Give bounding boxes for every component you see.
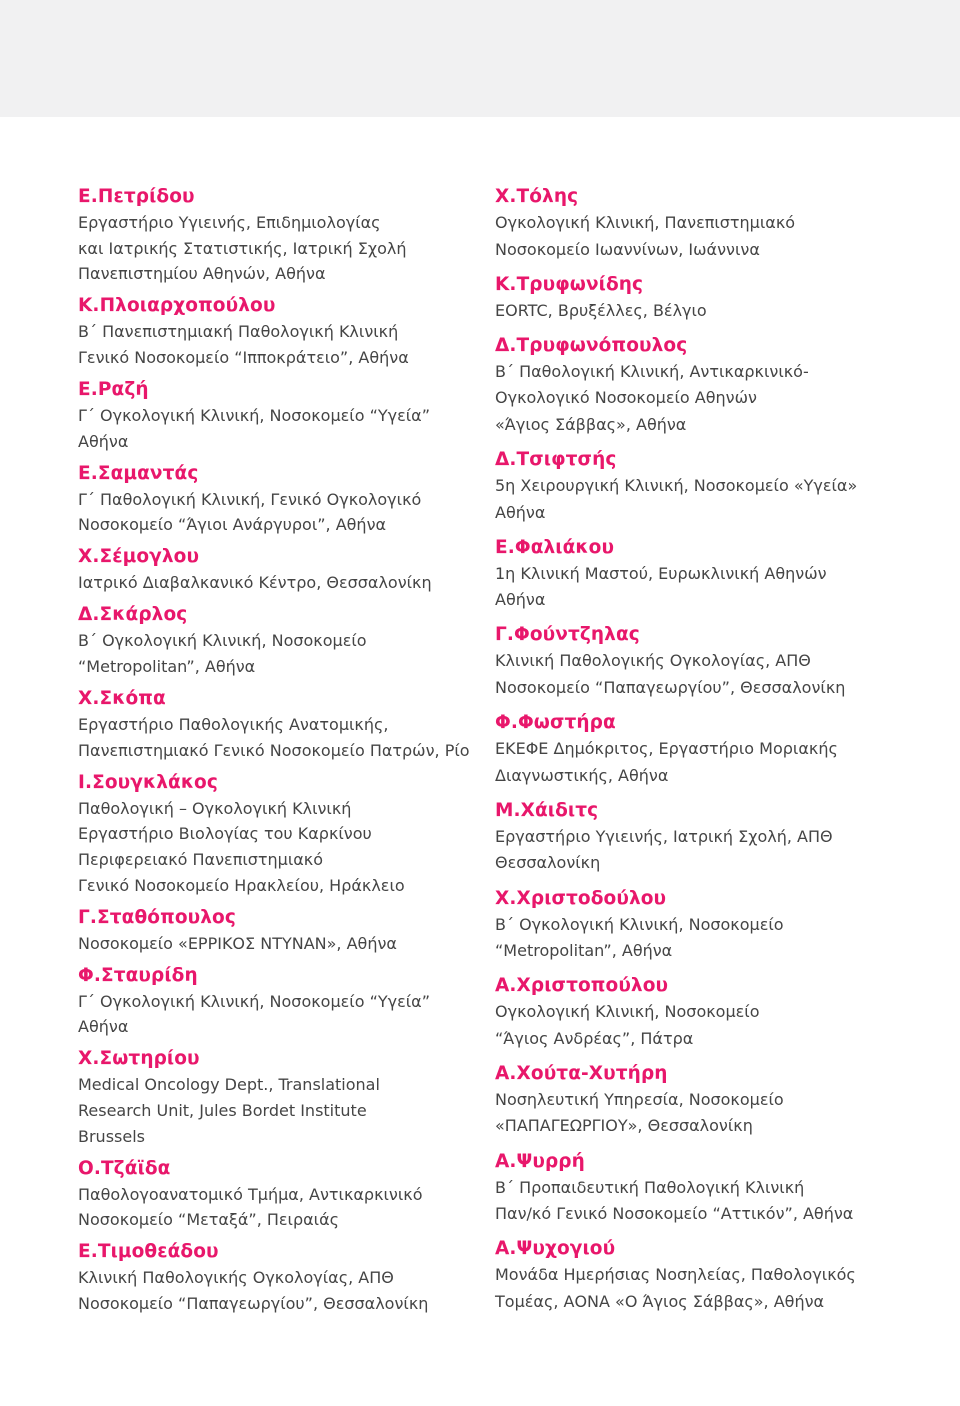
list-item [78,962,478,1040]
person-name: Ε.Ραζή [78,378,149,400]
affiliation-line: Γ΄ Ογκολογική Κλινική, Νοσοκομείο “Υγεία” [78,405,430,425]
affiliation-line: Νοσοκομείο “Άγιοι Ανάργυροι”, Αθήνα [78,515,387,535]
person-name: Χ.Σέμογλου [78,546,200,568]
affiliation-line: Θεσσαλονίκη [495,853,601,873]
affiliation-line: Medical Oncology Dept., Translational [78,1075,380,1095]
person-name: Ε.Τιμοθεάδου [78,1241,219,1263]
affiliation-line: Brussels [78,1126,145,1146]
affiliation-line: “Metropolitan”, Αθήνα [495,941,673,961]
list-item [78,1045,478,1149]
affiliation-line: Νοσοκομείο “Μεταξά”, Πειραιάς [78,1210,340,1230]
list-item [78,376,478,454]
affiliation-line: Παθολογοανατομικό Τμήμα, Αντικαρκινικό [78,1184,423,1204]
affiliation-line: και Ιατρικής Στατιστικής, Ιατρική Σχολή [78,238,407,258]
list-item [495,885,915,965]
affiliation-line: Κλινική Παθολογικής Ογκολογίας, ΑΠΘ [78,1268,394,1288]
person-name: Μ.Χάιδιτς [495,799,599,821]
affiliation-line: ΕΚΕΦΕ Δημόκριτος, Εργαστήριο Μοριακής [495,739,838,759]
affiliation-line: Παν/κό Γενικό Νοσοκομείο “Αττικόν”, Αθήνα [495,1204,854,1224]
affiliation-line: EORTC, Βρυξέλλες, Βέλγιο [495,300,707,320]
person-name: Δ.Τρυφωνόπουλος [495,334,688,356]
list-item [495,1060,915,1140]
list-item [78,904,478,957]
affiliation-line: Αθήνα [78,431,129,451]
affiliation-line: Research Unit, Jules Bordet Institute [78,1101,367,1121]
affiliation-line: Εργαστήριο Υγιεινής, Ιατρική Σχολή, ΑΠΘ [495,826,833,846]
affiliation-line: Νοσοκομείο “Παπαγεωργίου”, Θεσσαλονίκη [78,1294,429,1314]
list-item [78,460,478,538]
list-item [495,271,915,325]
list-item [78,292,478,370]
person-name: Χ.Σωτηρίου [78,1048,200,1070]
person-name: Ι.Σουγκλάκος [78,771,218,793]
person-name: Χ.Σκόπα [78,688,166,710]
affiliation-line: Ογκολογικό Νοσοκομείο Αθηνών [495,388,757,408]
affiliation-line: Εργαστήριο Βιολογίας του Καρκίνου [78,824,372,844]
list-item [78,1155,478,1233]
person-name: Α.Ψυχογιού [495,1238,616,1260]
list-item [495,446,915,526]
affiliation-line: Πανεπιστημιακό Γενικό Νοσοκομείο Πατρών, Ρίο [78,740,470,760]
person-name: Γ.Σταθόπουλος [78,906,236,928]
affiliation-line: Τομέας, ΑΟΝΑ «Ο Άγιος Σάββας», Αθήνα [495,1291,825,1311]
person-name: Δ.Τσιφτσής [495,449,617,471]
affiliation-line: Γενικό Νοσοκομείο Ηρακλείου, Ηράκλειο [78,875,405,895]
affiliation-line: Αθήνα [495,590,546,610]
affiliation-line: 5η Χειρουργική Κλινική, Νοσοκομείο «Υγεία» [495,476,858,496]
list-item [495,1148,915,1228]
list-item [495,709,915,789]
affiliation-line: Κλινική Παθολογικής Ογκολογίας, ΑΠΘ [495,651,811,671]
affiliation-line: Εργαστήριο Υγιεινής, Επιδημιολογίας [78,213,381,232]
person-name: Ο.Τζάϊδα [78,1157,171,1179]
list-item [495,797,915,877]
affiliation-line: Αθήνα [495,502,546,522]
affiliation-line: Νοσηλευτική Υπηρεσία, Νοσοκομείο [495,1089,784,1109]
person-name: Φ.Φωστήρα [495,712,616,734]
affiliation-line: «ΠΑΠΑΓΕΩΡΓΙΟΥ», Θεσσαλονίκη [495,1116,753,1136]
column-right [495,183,915,1323]
affiliation-line: Γενικό Νοσοκομείο “Ιπποκράτειο”, Αθήνα [78,347,409,367]
list-item [78,1238,478,1316]
affiliation-line: 1η Κλινική Μαστού, Ευρωκλινική Αθηνών [495,563,827,583]
list-item [78,601,478,679]
list-item [495,621,915,701]
affiliation-line: Περιφερειακό Πανεπιστημιακό [78,850,324,869]
person-name: Ε.Φαλιάκου [495,536,615,558]
list-item [495,534,915,614]
person-name: Ε.Πετρίδου [78,186,195,207]
person-name: Κ.Πλοιαρχοπούλου [78,295,276,317]
affiliation-line: Παθολογική – Ογκολογική Κλινική [78,798,352,818]
affiliation-line: Ιατρικό Διαβαλκανικό Κέντρο, Θεσσαλονίκη [78,573,432,593]
header-band [0,0,960,117]
person-name: Γ.Φούντζηλας [495,624,640,646]
person-name: Δ.Σκάρλος [78,604,188,626]
affiliation-line: Νοσοκομείο “Παπαγεωργίου”, Θεσσαλονίκη [495,678,846,698]
list-item [78,685,478,763]
affiliation-line: Μονάδα Ημερήσιας Νοσηλείας, Παθολογικός [495,1265,856,1285]
person-name: Ε.Σαμαντάς [78,462,199,484]
list-item [495,1235,915,1315]
person-name: Α.Χούτα-Χυτήρη [495,1062,668,1084]
affiliation-line: Νοσοκομείο «ΕΡΡΙΚΟΣ ΝΤΥΝΑΝ», Αθήνα [78,933,397,953]
affiliation-line: Β΄ Ογκολογική Κλινική, Νοσοκομείο [495,914,784,934]
list-item [78,769,478,898]
affiliation-line: «Άγιος Σάββας», Αθήνα [495,414,687,434]
affiliation-line: “Άγιος Ανδρέας”, Πάτρα [495,1028,694,1048]
person-name: Κ.Τρυφωνίδης [495,273,644,295]
affiliation-line: Γ΄ Ογκολογική Κλινική, Νοσοκομείο “Υγεία” [78,991,430,1011]
list-item [78,543,478,596]
affiliation-line: Εργαστήριο Παθολογικής Ανατομικής, [78,715,389,735]
affiliation-line: Β΄ Πανεπιστημιακή Παθολογική Κλινική [78,322,399,342]
affiliation-line: Ογκολογική Κλινική, Πανεπιστημιακό [495,213,796,232]
list-item [495,183,915,263]
affiliation-line: Β΄ Ογκολογική Κλινική, Νοσοκομείο [78,631,367,651]
list-item [495,332,915,439]
affiliation-line: Πανεπιστημίου Αθηνών, Αθήνα [78,264,326,284]
column-left [78,183,478,1322]
affiliation-line: Αθήνα [78,1017,129,1037]
affiliation-line: Νοσοκομείο Ιωαννίνων, Ιωάννινα [495,239,760,259]
list-item [78,183,478,287]
affiliation-line: Γ΄ Παθολογική Κλινική, Γενικό Ογκολογικό [78,489,422,509]
person-name: Χ.Τόλης [495,186,579,207]
affiliation-line: Β΄ Παθολογική Κλινική, Αντικαρκινικό- [495,361,809,381]
person-name: Χ.Χριστοδούλου [495,887,667,909]
affiliation-line: Διαγνωστικής, Αθήνα [495,765,669,785]
person-name: Α.Ψυρρή [495,1150,585,1172]
list-item [495,972,915,1052]
affiliation-line: Ογκολογική Κλινική, Νοσοκομείο [495,1002,760,1022]
person-name: Φ.Σταυρίδη [78,964,198,986]
person-name: Α.Χριστοπούλου [495,975,669,997]
affiliation-line: “Metropolitan”, Αθήνα [78,657,256,677]
affiliation-line: Β΄ Προπαιδευτική Παθολογική Κλινική [495,1177,805,1197]
